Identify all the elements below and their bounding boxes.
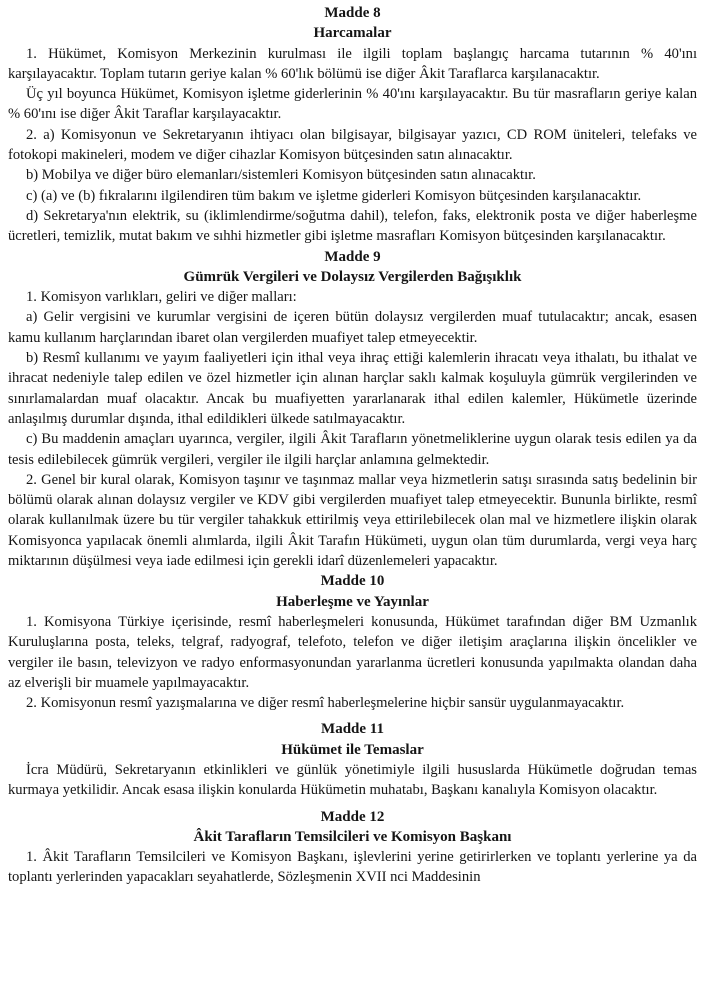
article-number: Madde 10 bbox=[320, 573, 385, 590]
paragraph: 2. Komisyonun resmî yazışmalarına ve diğer resmî haberleşmelerine hiçbir sansür uygulanmayacaktır. bbox=[26, 695, 625, 712]
article-8 bbox=[8, 3, 697, 247]
paragraph: c) (a) ve (b) fıkralarını ilgilendiren tüm bakım ve işletme giderleri Komisyon bütçesinden karşılanacaktır. bbox=[26, 187, 642, 204]
article-title: Harcamalar bbox=[313, 25, 392, 42]
paragraph: b) Resmî kullanımı ve yayım faaliyetleri için ithal veya ihraç ettiği kalemlerin ihracatı veya ithalatı, bu ithalat ve ihracat nedeniyle talep edilen ve özel hizmetler için alınan harçlar saklı kalmak koşuluyla gümrük vergilerinden ve sınırlamalardan muaf olacaktır. Ancak bu muafiyetten yararlanarak ithal edilen kalemler, Hükümetle üzerinde anlaşılmış durumlar dışında, ithal edildikleri ülkede satılmayacaktır. bbox=[8, 350, 697, 427]
article-number: Madde 8 bbox=[324, 5, 381, 21]
paragraph: 1. Âkit Tarafların Temsilcileri ve Komisyon Başkanı, işlevlerini yerine getirirlerken ve toplantı yerlerine ya da toplantı yerlerinden yapacakları seyahatlerde, Sözleşmenin XVII nci Maddesinin bbox=[8, 849, 697, 886]
article-number: Madde 9 bbox=[324, 248, 381, 265]
article-title: Gümrük Vergileri ve Dolaysız Vergilerden Bağışıklık bbox=[183, 268, 522, 285]
article-title: Hükümet ile Temaslar bbox=[281, 741, 424, 758]
paragraph: 2. a) Komisyonun ve Sekretaryanın ihtiyacı olan bilgisayar, bilgisayar yazıcı, CD ROM üniteleri, telefaks ve fotokopi makineleri, modem ve diğer cihazlar Komisyon bütçesinden satın alınacaktır. bbox=[8, 126, 697, 164]
paragraph: 1. Hükümet, Komisyon Merkezinin kurulması ile ilgili toplam başlangıç harcama tutarının % 40'ını karşılayacaktır. Toplam tutarın geriye kalan % 60'lık bölümü ise diğer Âkit Taraflarca karşılanacaktır. bbox=[8, 45, 697, 82]
paragraph: İcra Müdürü, Sekretaryanın etkinlikleri ve günlük yönetimiyle ilgili hususlarda Hükümetle doğrudan temas kurmaya yetkilidir. Ancak esasa ilişkin konularda Hükümetin muhatabı, Başkanı kanalıyla Komisyon olacaktır. bbox=[8, 761, 697, 799]
article-10 bbox=[8, 571, 697, 713]
paragraph: 1. Komisyona Türkiye içerisinde, resmî haberleşmeleri konusunda, Hükümet tarafından diğer BM Uzmanlık Kuruluşlarına posta, teleks, telgraf, radyograf, telefoto, telefon ve diğer iletişim araçlarına ilişkin öncelikler ve vergiler ile basın, televizyon ve radyo enformasyonundan yararlanma ücretleri konusunda yapılmakta olandan daha az elverişli bir muamele yapılmayacaktır. bbox=[8, 613, 697, 691]
paragraph: b) Mobilya ve diğer büro elemanları/sistemleri Komisyon bütçesinden satın alınacaktır. bbox=[26, 167, 536, 184]
article-9 bbox=[8, 247, 697, 572]
article-11 bbox=[8, 719, 697, 800]
article-number: Madde 11 bbox=[321, 721, 384, 738]
paragraph: d) Sekretarya'nın elektrik, su (iklimlendirme/soğutma dahil), telefon, faks, elektronik posta ve diğer haberleşme ücretleri, temizlik, mutat bakım ve sıhhi hizmetler gibi işletme masrafları Komisyon bütçesinden karşılanacaktır. bbox=[8, 207, 697, 245]
article-12 bbox=[8, 807, 697, 888]
paragraph: 1. Komisyon varlıkları, geliri ve diğer malları: bbox=[26, 289, 297, 306]
paragraph: Üç yıl boyunca Hükümet, Komisyon işletme giderlerinin % 40'ını karşılayacaktır. Bu tür masrafların geriye kalan % 60'ını ise diğer Âkit Taraflar karşılayacaktır. bbox=[8, 86, 697, 123]
paragraph: a) Gelir vergisini ve kurumlar vergisini de içeren bütün dolaysız vergilerden muaf tutulacaktır; ancak, esasen kamu kullanım harçlarından ibaret olan vergilerden muafiyet talep etmeyecektir. bbox=[8, 309, 697, 346]
article-number: Madde 12 bbox=[320, 808, 385, 825]
paragraph: 2. Genel bir kural olarak, Komisyon taşınır ve taşınmaz mallar veya hizmetlerin satışı sırasında satış bedelinin bir bölümü olarak alınan dolaysız vergiler ve KDV gibi vergilerden muafiyet talep etmeyecektir. Bununla birlikte, resmî olarak kullanılmak üzere bu tür vergiler tahakkuk ettirilmiş veya ettirilebilecek olan mal ve hizmetlere ilişkin olarak Komisyonca yapılacak önemli alımlarda, ilgili Âkit Tarafın Hükümeti, uygun olan tüm durumlarda, vergi veya harç miktarının düşülmesi veya iade edilmesi için gerekli idarî düzenlemeleri yapacaktır. bbox=[8, 471, 697, 570]
paragraph: c) Bu maddenin amaçları uyarınca, vergiler, ilgili Âkit Tarafların yönetmeliklerine uygun olarak tesis edilen ya da tesis edilebilecek gümrük vergileri, vergiler ile ilgili harçlar anlamına gelmektedir. bbox=[8, 431, 697, 468]
article-title: Âkit Tarafların Temsilcileri ve Komisyon Başkanı bbox=[193, 828, 512, 845]
article-title: Haberleşme ve Yayınlar bbox=[276, 593, 429, 610]
